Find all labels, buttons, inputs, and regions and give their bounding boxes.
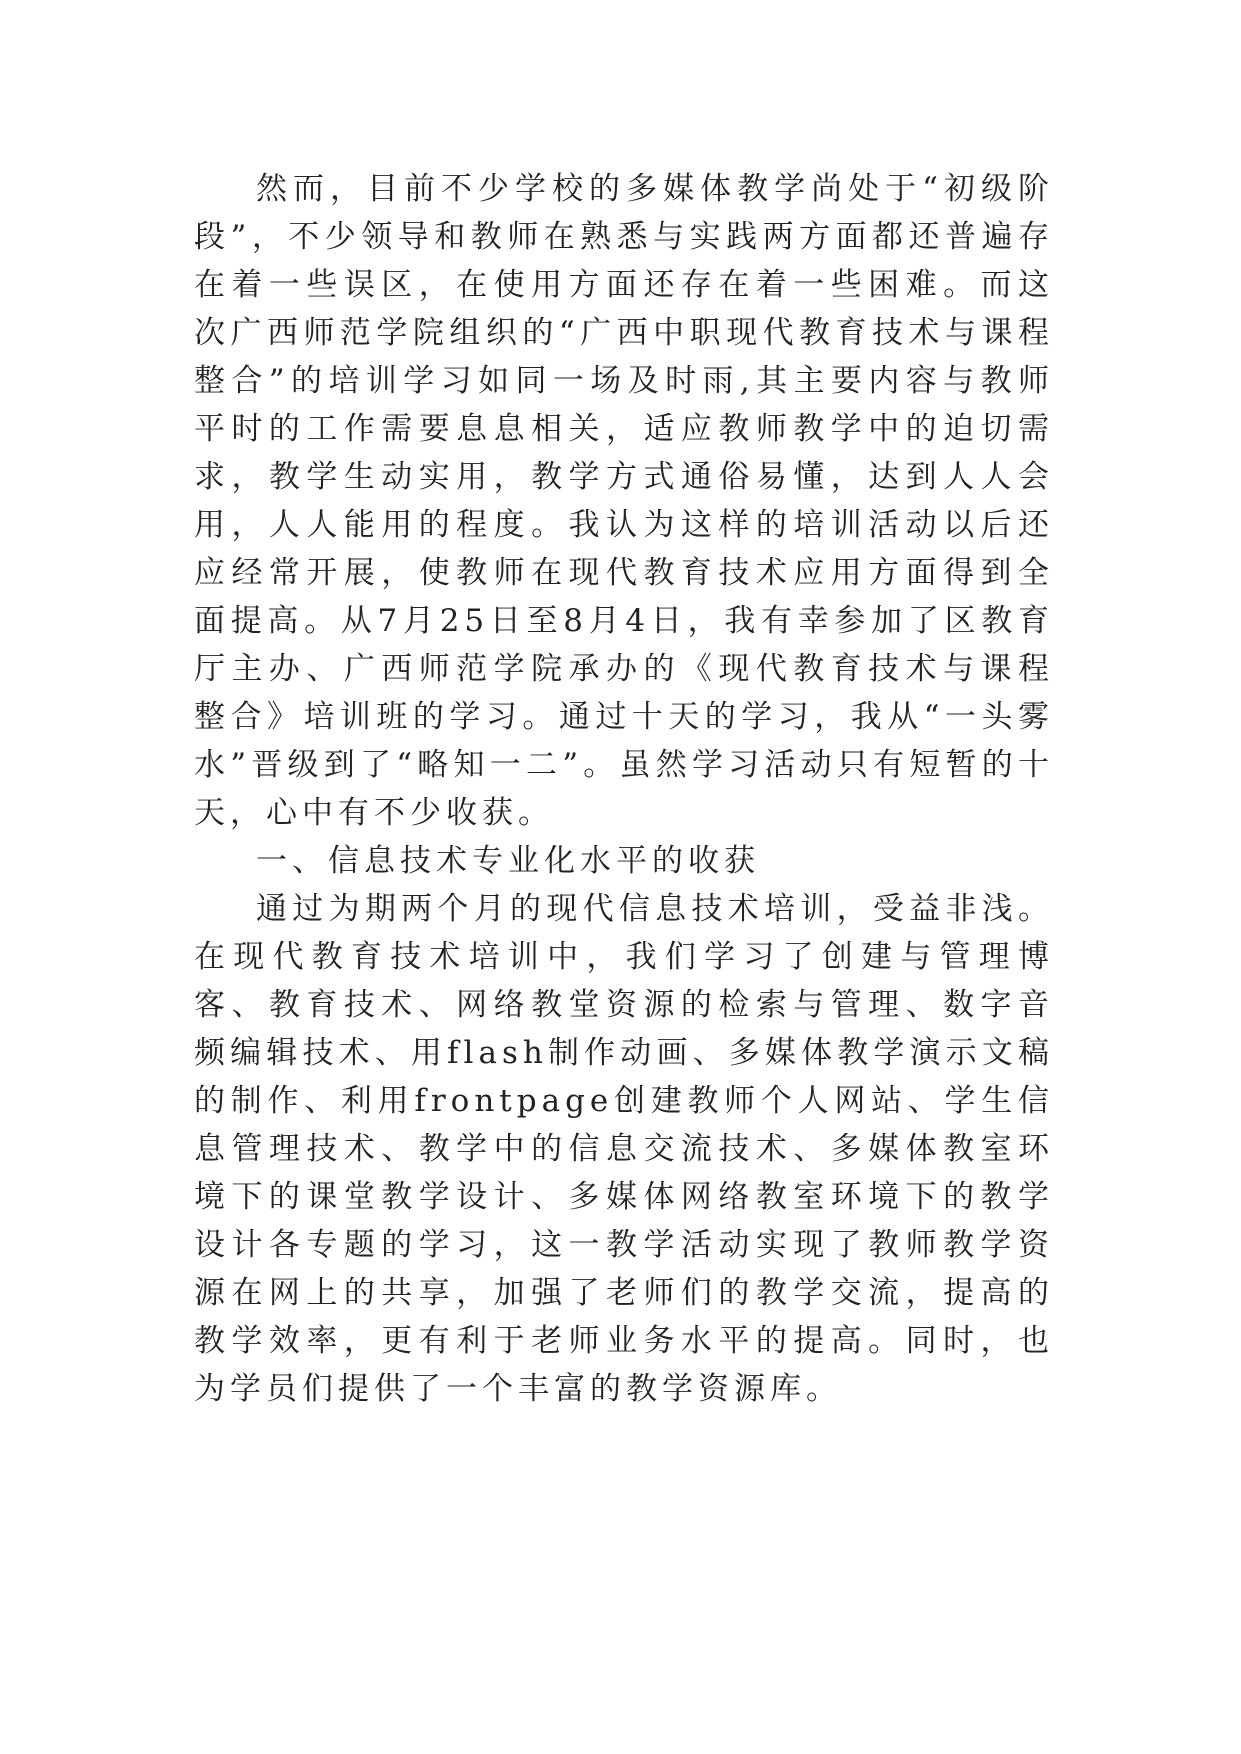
section-heading: 一、信息技术专业化水平的收获 xyxy=(256,843,760,879)
paragraph-intro: 然而，目前不少学校的多媒体教学尚处于“初级阶段”，不少领导和教师在熟悉与实践两方面都还普遍存在着一些误区，在使用方面还存在着一些困难。而这次广西师范学院组织的“广西中职现代教育技术与课程整合”的培训学习如同一场及时雨,其主要内容与教师平时的工作需要息息相关，适应教师教学中的迫切需求，教学生动实用，教学方式通俗易懂，达到人人会用，人人能用的程度。我认为这样的培训活动以后还应经常开展，使教师在现代教育技术应用方面得到全面提高。从7月25日至8月4日，我有幸参加了区教育厅主办、广西师范学院承办的《现代教育技术与课程整合》培训班的学习。通过十天的学习，我从“一头雾水”晋级到了“略知一二”。虽然学习活动只有短暂的十天，心中有不少收获。 xyxy=(194,171,1054,831)
paragraph-training: 通过为期两个月的现代信息技术培训，受益非浅。在现代教育技术培训中，我们学习了创建与管理博客、教育技术、网络教堂资源的检索与管理、数字音频编辑技术、用flash制作动画、多媒体教学演示文稿的制作、利用frontpage创建教师个人网站、学生信息管理技术、教学中的信息交流技术、多媒体教室环境下的课堂教学设计、多媒体网络教室环境下的教学设计各专题的学习，这一教学活动实现了教师教学资源在网上的共享，加强了老师们的教学交流，提高的教学效率，更有利于老师业务水平的提高。同时，也为学员们提供了一个丰富的教学资源库。 xyxy=(194,891,1054,1407)
document-body xyxy=(194,165,1054,1413)
